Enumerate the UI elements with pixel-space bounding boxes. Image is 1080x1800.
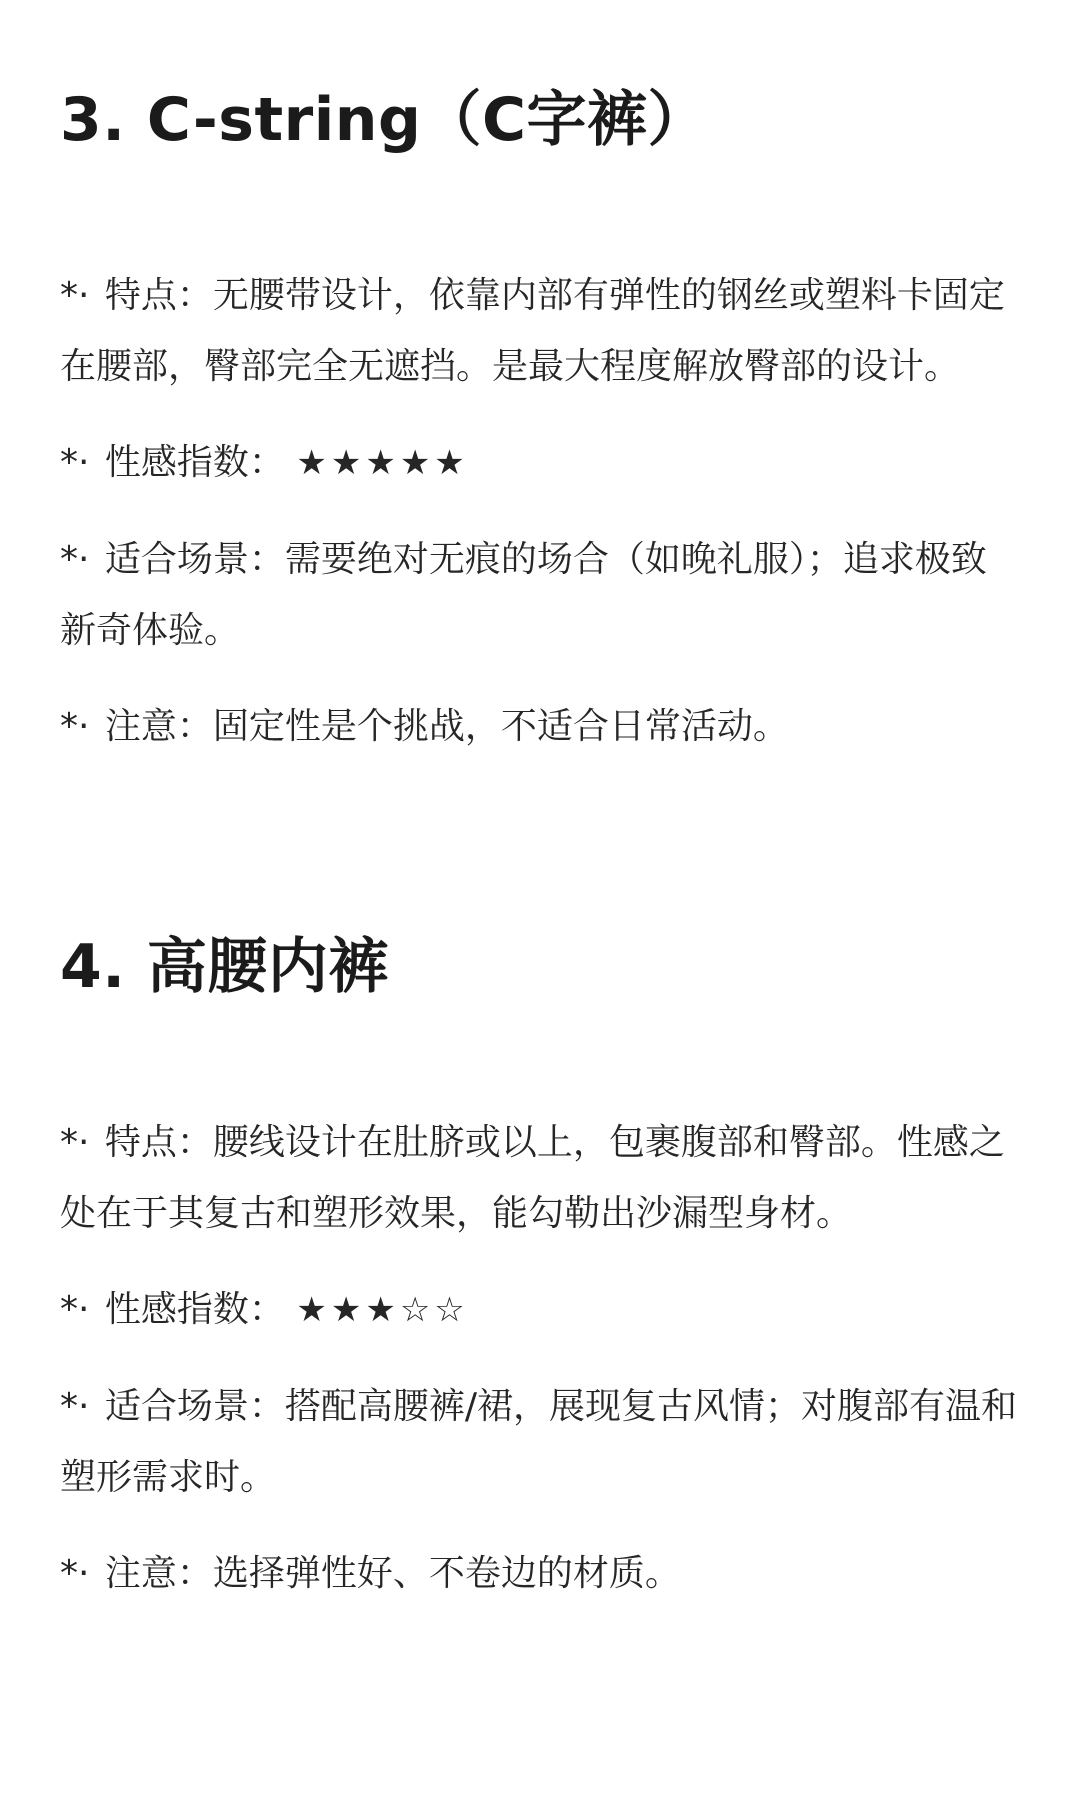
list-item-scenarios [60, 524, 1020, 666]
list-item-features [60, 1107, 1020, 1249]
item-text: 注意：选择弹性好、不卷边的材质。 [104, 1553, 681, 1594]
list-item-features [60, 260, 1020, 402]
item-text: 适合场景：搭配高腰裤/裙，展现复古风情；对腹部有温和塑形需求时。 [60, 1386, 1018, 1498]
bullet-marker: *· [60, 1386, 90, 1427]
bullet-marker: *· [60, 539, 90, 580]
bullet-marker: *· [60, 442, 90, 483]
bullet-marker: *· [60, 1289, 90, 1330]
item-text: 性感指数： [104, 442, 285, 483]
list-item-sexy-rating [60, 427, 1020, 499]
section-heading: 3. C-string（C字裤） [60, 85, 708, 155]
list-item-notes [60, 1538, 1020, 1609]
section-c-string [60, 78, 1020, 787]
section-heading: 4. 高腰内裤 [60, 932, 389, 1002]
list-item-scenarios [60, 1371, 1020, 1513]
item-text: 性感指数： [104, 1289, 285, 1330]
bullet-marker: *· [60, 1122, 90, 1163]
feature-list [60, 1107, 1020, 1609]
bullet-marker: *· [60, 706, 90, 747]
star-rating: ★★★★★ [296, 443, 469, 483]
star-rating: ★★★☆☆ [296, 1290, 469, 1330]
item-text: 特点：无腰带设计，依靠内部有弹性的钢丝或塑料卡固定在腰部，臀部完全无遮挡。是最大程度解放臀部的设计。 [60, 275, 1005, 387]
feature-list [60, 260, 1020, 762]
item-text: 注意：固定性是个挑战，不适合日常活动。 [104, 706, 789, 747]
bullet-marker: *· [60, 275, 90, 316]
item-text: 特点：腰线设计在肚脐或以上，包裹腹部和臀部。性感之处在于其复古和塑形效果，能勾勒出沙漏型身材。 [60, 1122, 1005, 1234]
list-item-notes [60, 691, 1020, 762]
section-high-waist [60, 925, 1020, 1634]
bullet-marker: *· [60, 1553, 90, 1594]
list-item-sexy-rating [60, 1274, 1020, 1346]
item-text: 适合场景：需要绝对无痕的场合（如晚礼服）；追求极致新奇体验。 [60, 539, 987, 651]
